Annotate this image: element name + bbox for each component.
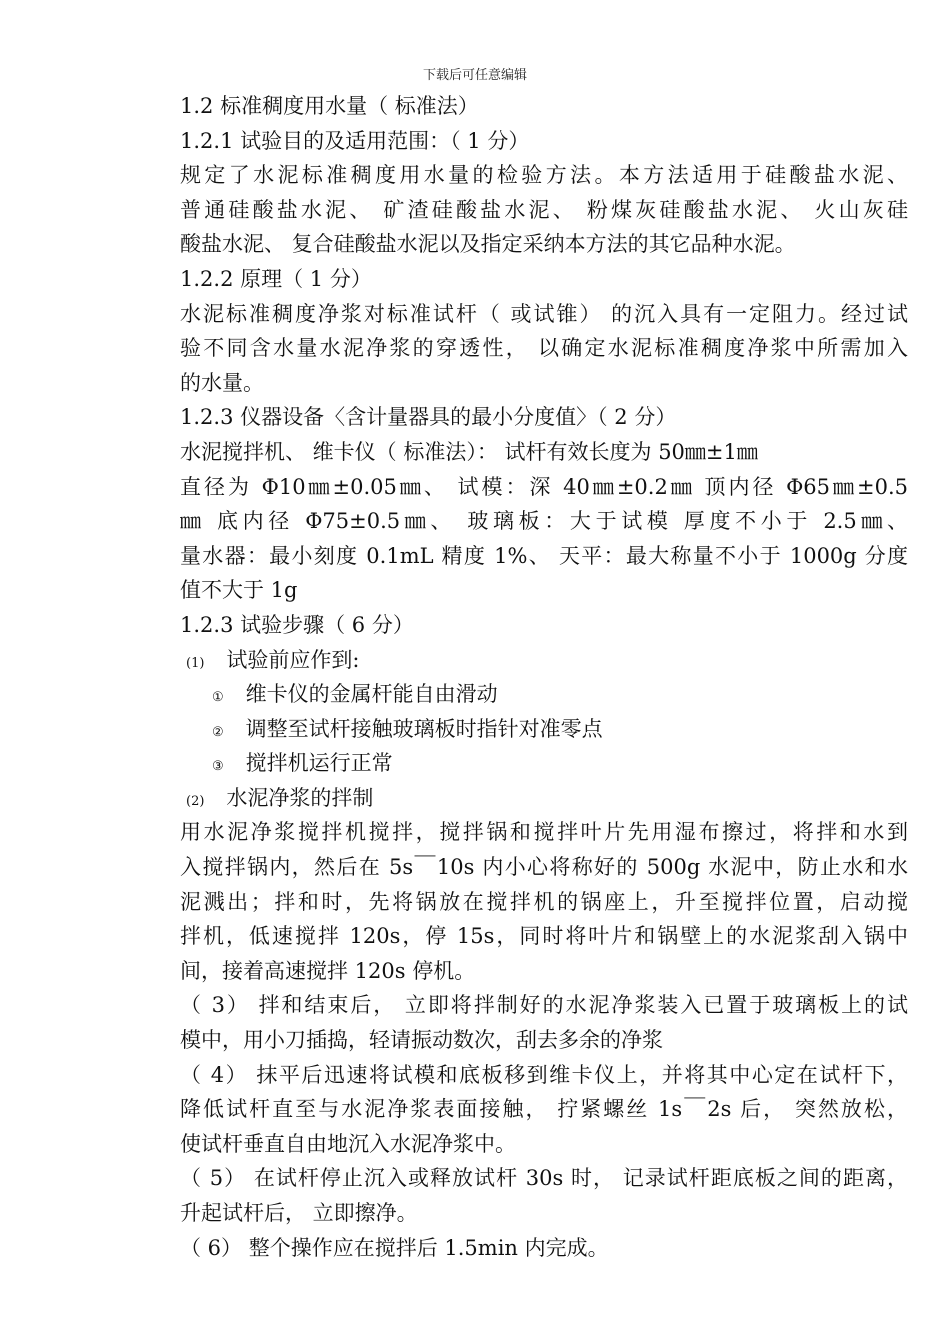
subsection-heading: 1.2.3 仪器设备〈含计量器具的最小分度值〉（ 2 分） bbox=[180, 405, 677, 430]
paragraph-line: 入搅拌锅内，然后在 5s￣10s 内小心将称好的 500g 水泥中，防止水和水 bbox=[180, 855, 908, 880]
paragraph-line: 降低试杆直至与水泥净浆表面接触， 拧紧螺丝 1s￣2s 后， 突然放松， bbox=[180, 1097, 908, 1122]
paragraph-line: 间，接着高速搅拌 120s 停机。 bbox=[180, 958, 476, 983]
subsection-heading: 1.2.3 试验步骤（ 6 分） bbox=[180, 612, 414, 637]
paragraph-line: 用水泥净浆搅拌机搅拌，搅拌锅和搅拌叶片先用湿布擦过，将拌和水到 bbox=[180, 820, 908, 845]
paragraph-line: 拌机，低速搅拌 120s，停 15s，同时将叶片和锅壁上的水泥浆刮入锅中 bbox=[180, 924, 908, 949]
page-header: 下载后可任意编辑 bbox=[422, 68, 527, 83]
paragraph-line: 值不大于 1g bbox=[180, 578, 298, 603]
paragraph-line: ㎜ 底内径 Φ75±0.5㎜、 玻璃板：大于试模 厚度不小于 2.5㎜、 bbox=[180, 509, 908, 534]
paragraph-line: 普通硅酸盐水泥、 矿渣硅酸盐水泥、 粉煤灰硅酸盐水泥、 火山灰硅 bbox=[180, 197, 908, 222]
paragraph-line: 验不同含水量水泥净浆的穿透性， 以确定水泥标准稠度净浆中所需加入 bbox=[180, 336, 908, 361]
subsection-heading: 1.2.1 试验目的及适用范围：（ 1 分） bbox=[180, 128, 530, 153]
paragraph-line: （ 4） 抹平后迅速将试模和底板移到维卡仪上，并将其中心定在试杆下， bbox=[180, 1062, 908, 1087]
document-body bbox=[180, 89, 908, 1265]
sub-list-item: ② 调整至试杆接触玻璃板时指针对准零点 bbox=[212, 716, 603, 741]
paragraph-line: 直径为 Φ10㎜±0.05㎜、 试模：深 40㎜±0.2㎜ 顶内径 Φ65㎜±0.5 bbox=[180, 474, 908, 499]
paragraph-line: 使试杆垂直自由地沉入水泥净浆中。 bbox=[180, 1131, 516, 1156]
paragraph-line: 水泥标准稠度净浆对标准试杆（ 或试锥） 的沉入具有一定阻力。经过试 bbox=[180, 301, 908, 326]
paragraph-line: 的水量。 bbox=[180, 370, 264, 395]
paragraph-line: 泥溅出；拌和时，先将锅放在搅拌机的锅座上，升至搅拌位置，启动搅 bbox=[180, 889, 908, 914]
circled-number: ② bbox=[212, 724, 224, 740]
paragraph-line: 酸盐水泥、 复合硅酸盐水泥以及指定采纳本方法的其它品种水泥。 bbox=[180, 232, 796, 257]
section-heading: 1.2 标准稠度用水量（ 标准法） bbox=[180, 94, 479, 118]
paragraph-line: （ 3） 拌和结束后， 立即将拌制好的水泥净浆装入已置于玻璃板上的试 bbox=[180, 993, 908, 1018]
sub-list-item: ③ 搅拌机运行正常 bbox=[212, 751, 393, 776]
list-item: (1) 试验前应作到: bbox=[186, 647, 360, 672]
paragraph-line: 模中，用小刀插捣，轻请振动数次，刮去多余的净浆 bbox=[180, 1028, 663, 1053]
paragraph-line: 水泥搅拌机、 维卡仪（ 标准法）： 试杆有效长度为 50㎜±1㎜ bbox=[180, 439, 758, 464]
paragraph-line: 升起试杆后， 立即擦净。 bbox=[180, 1201, 418, 1225]
paragraph-line: 规定了水泥标准稠度用水量的检验方法。本方法适用于硅酸盐水泥、 bbox=[180, 163, 908, 188]
list-number: (1) bbox=[186, 655, 205, 671]
paragraph-line: （ 5） 在试杆停止沉入或释放试杆 30s 时， 记录试杆距底板之间的距离， bbox=[180, 1166, 908, 1191]
paragraph-line: 量水器：最小刻度 0.1mL 精度 1%、 天平：最大称量不小于 1000g 分度 bbox=[180, 543, 908, 568]
circled-number: ③ bbox=[212, 759, 224, 775]
sub-list-item: ① 维卡仪的金属杆能自由滑动 bbox=[212, 682, 498, 707]
list-item: (2) 水泥净浆的拌制 bbox=[186, 785, 374, 810]
subsection-heading: 1.2.2 原理（ 1 分） bbox=[180, 266, 372, 291]
paragraph-line: （ 6） 整个操作应在搅拌后 1.5min 内完成。 bbox=[180, 1235, 609, 1260]
circled-number: ① bbox=[212, 690, 224, 706]
list-number: (2) bbox=[186, 793, 205, 809]
